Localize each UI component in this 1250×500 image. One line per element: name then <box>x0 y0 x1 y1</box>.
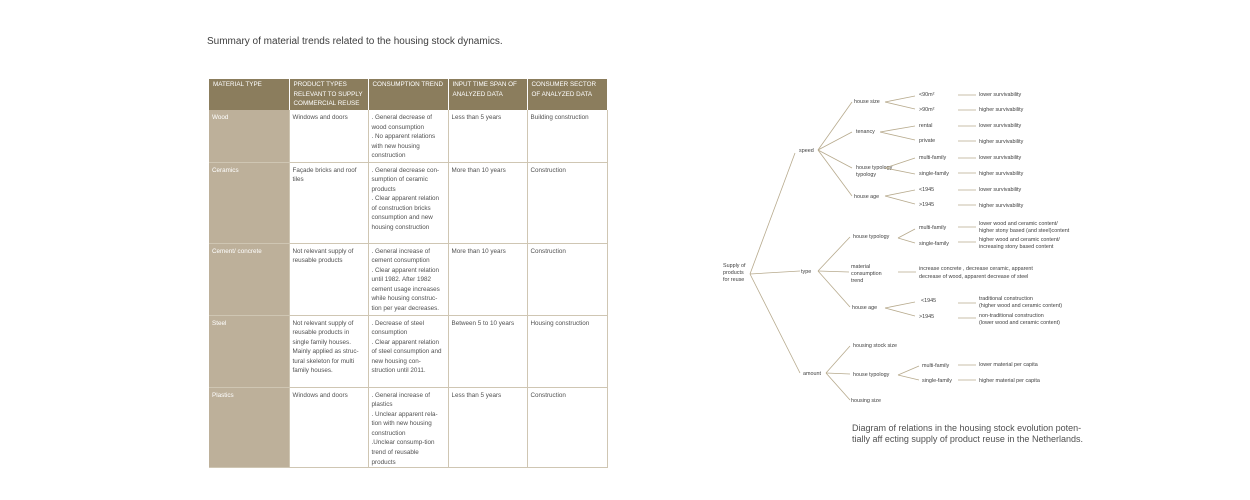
amount-label: amount <box>803 371 821 377</box>
svg-text:increasing stony based content: increasing stony based content <box>979 244 1054 250</box>
svg-text:higher survivability: higher survivability <box>979 107 1024 113</box>
svg-text:higher stony based (and steel): higher stony based (and steel)content <box>979 228 1070 234</box>
material-cell: Steel <box>209 315 289 387</box>
consumer-sector-cell: Housing construction <box>527 315 607 387</box>
type-material-trend: material <box>851 264 871 270</box>
svg-text:lower survivability: lower survivability <box>979 123 1022 129</box>
consumer-sector-cell: Building construction <box>527 110 607 162</box>
svg-text:multi-family: multi-family <box>922 363 950 369</box>
svg-text:for reuse: for reuse <box>723 277 745 283</box>
amount-housing-size: housing size <box>851 398 881 404</box>
product-types-cell: Windows and doors <box>289 387 368 468</box>
svg-text:<90m²: <90m² <box>919 92 935 98</box>
time-span-cell: Between 5 to 10 years <box>448 315 527 387</box>
svg-text:trend: trend <box>851 278 864 284</box>
svg-text:higher survivability: higher survivability <box>979 203 1024 209</box>
consumer-sector-cell: Construction <box>527 162 607 243</box>
svg-text:>90m²: >90m² <box>919 107 935 113</box>
svg-text:<1945: <1945 <box>919 187 935 193</box>
svg-text:higher survivability: higher survivability <box>979 139 1024 145</box>
product-types-cell: Façade bricks and roof tiles <box>289 162 368 243</box>
material-cell: Cement/ concrete <box>209 243 289 315</box>
page-title: Summary of material trends related to the housing stock dynamics. <box>207 36 503 47</box>
table-row <box>209 315 607 387</box>
amount-house-typology: house typology <box>853 372 890 378</box>
consumption-trend-cell: . General decrease of wood consumption . No apparent relations with new housing construction <box>368 110 448 162</box>
speed-house-size: house size <box>854 99 880 105</box>
table-row <box>209 243 607 315</box>
svg-text:<1945: <1945 <box>921 298 937 304</box>
table-row <box>209 162 607 243</box>
svg-text:lower wood and ceramic content: lower wood and ceramic content/ <box>979 221 1058 227</box>
speed-house-age: house age <box>854 194 880 200</box>
svg-text:traditional construction: traditional construction <box>979 296 1033 302</box>
svg-text:higher wood and ceramic conten: higher wood and ceramic content/ <box>979 237 1060 243</box>
header-input-time-span: INPUT TIME SPAN OF ANALYZED DATA <box>448 79 527 110</box>
svg-text:>1945: >1945 <box>919 314 935 320</box>
material-cell: Wood <box>209 110 289 162</box>
consumption-trend-cell: . General increase of plastics . Unclear apparent rela-tion with new housing construction .Unclear consump-tion trend of reusable products <box>368 387 448 468</box>
amount-stock-size: housing stock size <box>853 343 898 349</box>
table-header-row <box>209 79 607 110</box>
time-span-cell: Less than 5 years <box>448 387 527 468</box>
svg-text:multi-family: multi-family <box>919 225 947 231</box>
product-types-cell: Not relevant supply of reusable products <box>289 243 368 315</box>
svg-text:non-traditional construction: non-traditional construction <box>979 313 1044 319</box>
svg-text:rental: rental <box>919 123 933 129</box>
speed-house-typology: house typology <box>856 165 893 171</box>
relations-diagram <box>700 80 1120 410</box>
consumer-sector-cell: Construction <box>527 387 607 468</box>
svg-text:multi-family: multi-family <box>919 155 947 161</box>
svg-text:single-family: single-family <box>922 378 952 384</box>
speed-tenancy: tenancy <box>856 129 875 135</box>
svg-text:single-family: single-family <box>919 171 949 177</box>
svg-text:private: private <box>919 138 936 144</box>
type-label: type <box>801 269 812 275</box>
svg-text:lower material per capita: lower material per capita <box>979 362 1038 368</box>
consumption-trend-cell: . General increase of cement consumption . Clear apparent relation until 1982. After 1982 cement usage increases while housing construc-tion per year decreases. <box>368 243 448 315</box>
svg-text:(higher wood and ceramic conte: (higher wood and ceramic content) <box>979 303 1062 309</box>
material-trends-table <box>209 79 608 468</box>
svg-text:higher survivability: higher survivability <box>979 171 1024 177</box>
diagram-caption: Diagram of relations in the housing stock evolution poten- tially aff ecting supply of product reuse in the Netherlands. <box>852 423 1083 444</box>
svg-text:decrease of wood, apparent dec: decrease of wood, apparent decrease of steel <box>919 274 1029 280</box>
speed-label: speed <box>799 148 814 154</box>
table-row <box>209 387 607 468</box>
svg-text:typology: typology <box>856 172 877 178</box>
type-house-typology: house typology <box>853 234 890 240</box>
svg-text:single-family: single-family <box>919 241 949 247</box>
consumer-sector-cell: Construction <box>527 243 607 315</box>
svg-text:lower survivability: lower survivability <box>979 92 1022 98</box>
time-span-cell: More than 10 years <box>448 243 527 315</box>
svg-text:higher material per capita: higher material per capita <box>979 378 1040 384</box>
material-cell: Ceramics <box>209 162 289 243</box>
header-product-types: PRODUCT TYPES RELEVANT TO SUPPLY COMMERCIAL REUSE <box>289 79 368 110</box>
svg-text:lower survivability: lower survivability <box>979 155 1022 161</box>
product-types-cell: Not relevant supply of reusable products in single family houses. Mainly applied as struc-tural skeleton for multi family houses. <box>289 315 368 387</box>
consumption-trend-cell: . General decrease con-sumption of ceramic products . Clear apparent relation of construction bricks consumption and new housing construction <box>368 162 448 243</box>
header-material-type: MATERIAL TYPE <box>209 79 289 110</box>
svg-text:>1945: >1945 <box>919 202 935 208</box>
root-label: Supply of <box>723 263 746 269</box>
product-types-cell: Windows and doors <box>289 110 368 162</box>
time-span-cell: Less than 5 years <box>448 110 527 162</box>
material-cell: Plastics <box>209 387 289 468</box>
consumption-trend-cell: . Decrease of steel consumption . Clear apparent relation of steel consumption and new housing con-struction until 2011. <box>368 315 448 387</box>
table-row <box>209 110 607 162</box>
time-span-cell: More than 10 years <box>448 162 527 243</box>
svg-text:consumption: consumption <box>851 271 882 277</box>
svg-text:lower survivability: lower survivability <box>979 187 1022 193</box>
svg-text:products: products <box>723 270 744 276</box>
header-consumer-sector: CONSUMER SECTOR OF ANALYZED DATA <box>527 79 607 110</box>
svg-text:increase concrete , decrease c: increase concrete , decrease ceramic, apparent <box>919 266 1033 272</box>
type-house-age: house age <box>852 305 878 311</box>
svg-text:(lower wood and ceramic conten: (lower wood and ceramic content) <box>979 320 1060 326</box>
header-consumption-trend: CONSUMPTION TREND <box>368 79 448 110</box>
